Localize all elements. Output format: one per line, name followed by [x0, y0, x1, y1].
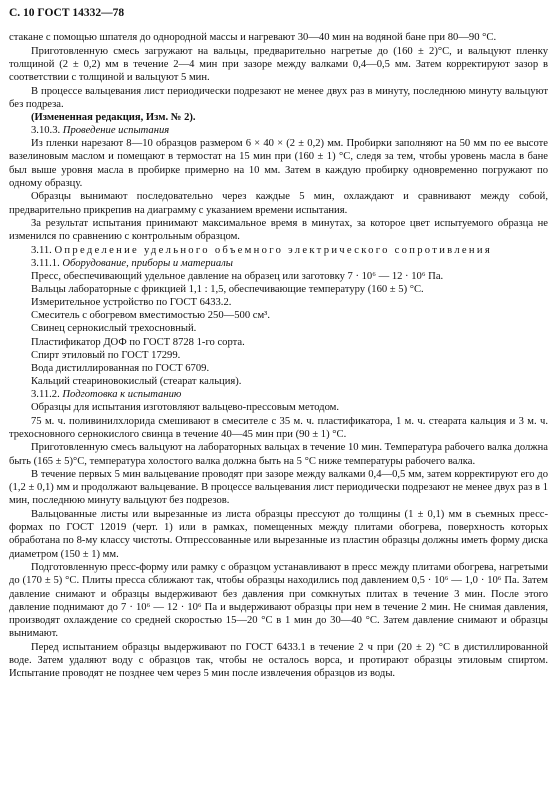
paragraph-result: За результат испытания принимают максимальное время в минутах, за которое цвет испытуемого образца не изменился по сравнению с контрольным образцом.	[9, 218, 548, 243]
equipment-rolls: Вальцы лабораторные с фрикцией 1,1 : 1,5, обеспечивающие температуру (160 ± 5) °С.	[31, 283, 424, 295]
section-title: Определение удельного объемного электрического сопротивления	[54, 244, 493, 256]
paragraph-sample-removal: Образцы вынимают последовательно через каждые 5 мин, охлаждают и сравнивают между собой, предварительно прикрепив на диаграмму с указанием времени испытания.	[9, 191, 548, 216]
material-plasticizer: Пластификатор ДОФ по ГОСТ 8728 1-го сорта.	[31, 336, 245, 348]
amendment-note: (Измененная редакция, Изм. № 2).	[31, 111, 196, 123]
paragraph-rolling-temp: Приготовленную смесь вальцуют на лабораторных вальцах в течение 10 мин. Температура рабочего валка должна быть (165 ± 5)°С, температура холостого валка должна быть на 5 °С ниже температуры рабочего валка.	[9, 442, 548, 467]
material-lead-sulfate: Свинец сернокислый трехосновный.	[31, 323, 197, 335]
section-title: Проведение испытания	[62, 125, 170, 137]
section-3-11-2-heading	[9, 388, 548, 401]
paragraph-sample-cutting: Из пленки нарезают 8—10 образцов размером 6 × 40 × (2 ± 0,2) мм. Пробирки заполняют на 50 мм по ее высоте вазелиновым маслом и помещают в термостат на 15 мин при (160 ± 1) °С, следя за тем, чтобы уровень масла в бане был выше уровня масла в пробирке примерно на 10 мм. Затем в каждую пробирку одновременно погружают по одному образцу.	[9, 138, 548, 189]
paragraph-conditioning: Перед испытанием образцы выдерживают по ГОСТ 6433.1 в течение 2 ч при (20 ± 2) °С в дистиллированной воде. Затем удаляют воду с образцов так, чтобы не осталось ворса, и протирают образцы этиловым спиртом. Испытание проводят не позднее чем через 5 мин после извлечения образцов из воды.	[9, 641, 548, 679]
paragraph-method: Образцы для испытания изготовляют вальцево-прессовым методом.	[31, 402, 340, 414]
paragraph-trimming: В процессе вальцевания лист периодически подрезают не менее двух раз в минуту, последнюю минуту вальцуют без подреза.	[9, 85, 548, 110]
equipment-meter: Измерительное устройство по ГОСТ 6433.2.	[31, 297, 232, 309]
paragraph-mixing: 75 м. ч. поливинилхлорида смешивают в смесителе с 35 м. ч. пластификатора, 1 м. ч. стеарата кальция и 3 м. ч. трехосновного сернокислого свинца в течение 40—45 мин при (90 ± 1) °С.	[9, 415, 548, 440]
section-number: 3.11.1.	[31, 257, 60, 269]
paragraph-continued: стакане с помощью шпателя до однородной массы и нагревают 30—40 мин на водяной бане при 80—90 °С.	[9, 32, 497, 43]
paragraph-rolling: Приготовленную смесь загружают на вальцы, предварительно нагретые до (160 ± 2)°С, и вальцуют пленку толщиной (2 ± 0,2) мм в течение 2—4 мин при зазоре между валками 0,4—0,5 мм. Затем корректируют зазор в соответствии с толщиной и вальцуют 5 мин.	[9, 45, 548, 83]
section-number: 3.11.2.	[31, 389, 60, 401]
material-water: Вода дистиллированная по ГОСТ 6709.	[31, 362, 210, 374]
paragraph-press-procedure: Подготовленную пресс-форму или рамку с образцом устанавливают в пресс между плитами обогрева, нагретыми до (170 ± 5) °С. Плиты пресса сближают так, чтобы образцы находились под давлением 0,5 · 10⁶ — 1,0 · 10⁶ Па. Затем давление снимают и образцы выдерживают без давления при сомкнутых плитах в течение 3 мин. После этого давление поднимают до 7 · 10⁶ — 12 · 10⁶ Па и выдерживают образцы при нем в течение 2 мин. Не снимая давления, производят охлаждение со средней скоростью 15—20 °С в 1 мин до 30—40 °С. Затем давление снимают и образцы вынимают.	[9, 562, 548, 640]
section-3-11-heading	[9, 244, 548, 257]
section-title: Подготовка к испытанию	[62, 389, 182, 401]
paragraph-pressing: Вальцованные листы или вырезанные из листа образцы прессуют до толщины (1 ± 0,1) мм в съемных пресс-формах по ГОСТ 12019 (черт. 1) или в рамках, помещенных между плитами обогрева, поверхность которых обработана по 8-му классу чистоты. Отпрессованные или вырезанные из пластин образцы должны иметь форму диска диаметром (150 ± 1) мм.	[9, 509, 548, 560]
material-ethanol: Спирт этиловый по ГОСТ 17299.	[31, 349, 181, 361]
equipment-mixer: Смеситель с обогревом вместимостью 250—500 см³.	[31, 310, 270, 322]
material-calcium-stearate: Кальций стеариновокислый (стеарат кальция).	[31, 376, 242, 388]
paragraph-rolling-gap: В течение первых 5 мин вальцевание проводят при зазоре между валками 0,4—0,5 мм, затем корректируют его до (1,2 ± 0,1) мм и продолжают вальцевание. В процессе вальцевания лист периодически подрезают не менее двух раз в 1 мин, последнюю минуту вальцуют без подрезов.	[9, 469, 548, 507]
page-header: С. 10 ГОСТ 14332—78	[9, 7, 125, 19]
section-title: Оборудование, приборы и материалы	[62, 257, 233, 269]
section-3-10-3-heading	[9, 124, 548, 137]
section-number: 3.11.	[31, 244, 52, 256]
equipment-press: Пресс, обеспечивающий удельное давление на образец или заготовку 7 · 10⁶ — 12 · 10⁶ Па.	[31, 270, 444, 282]
section-3-11-1-heading	[9, 257, 548, 270]
section-number: 3.10.3.	[31, 125, 61, 137]
